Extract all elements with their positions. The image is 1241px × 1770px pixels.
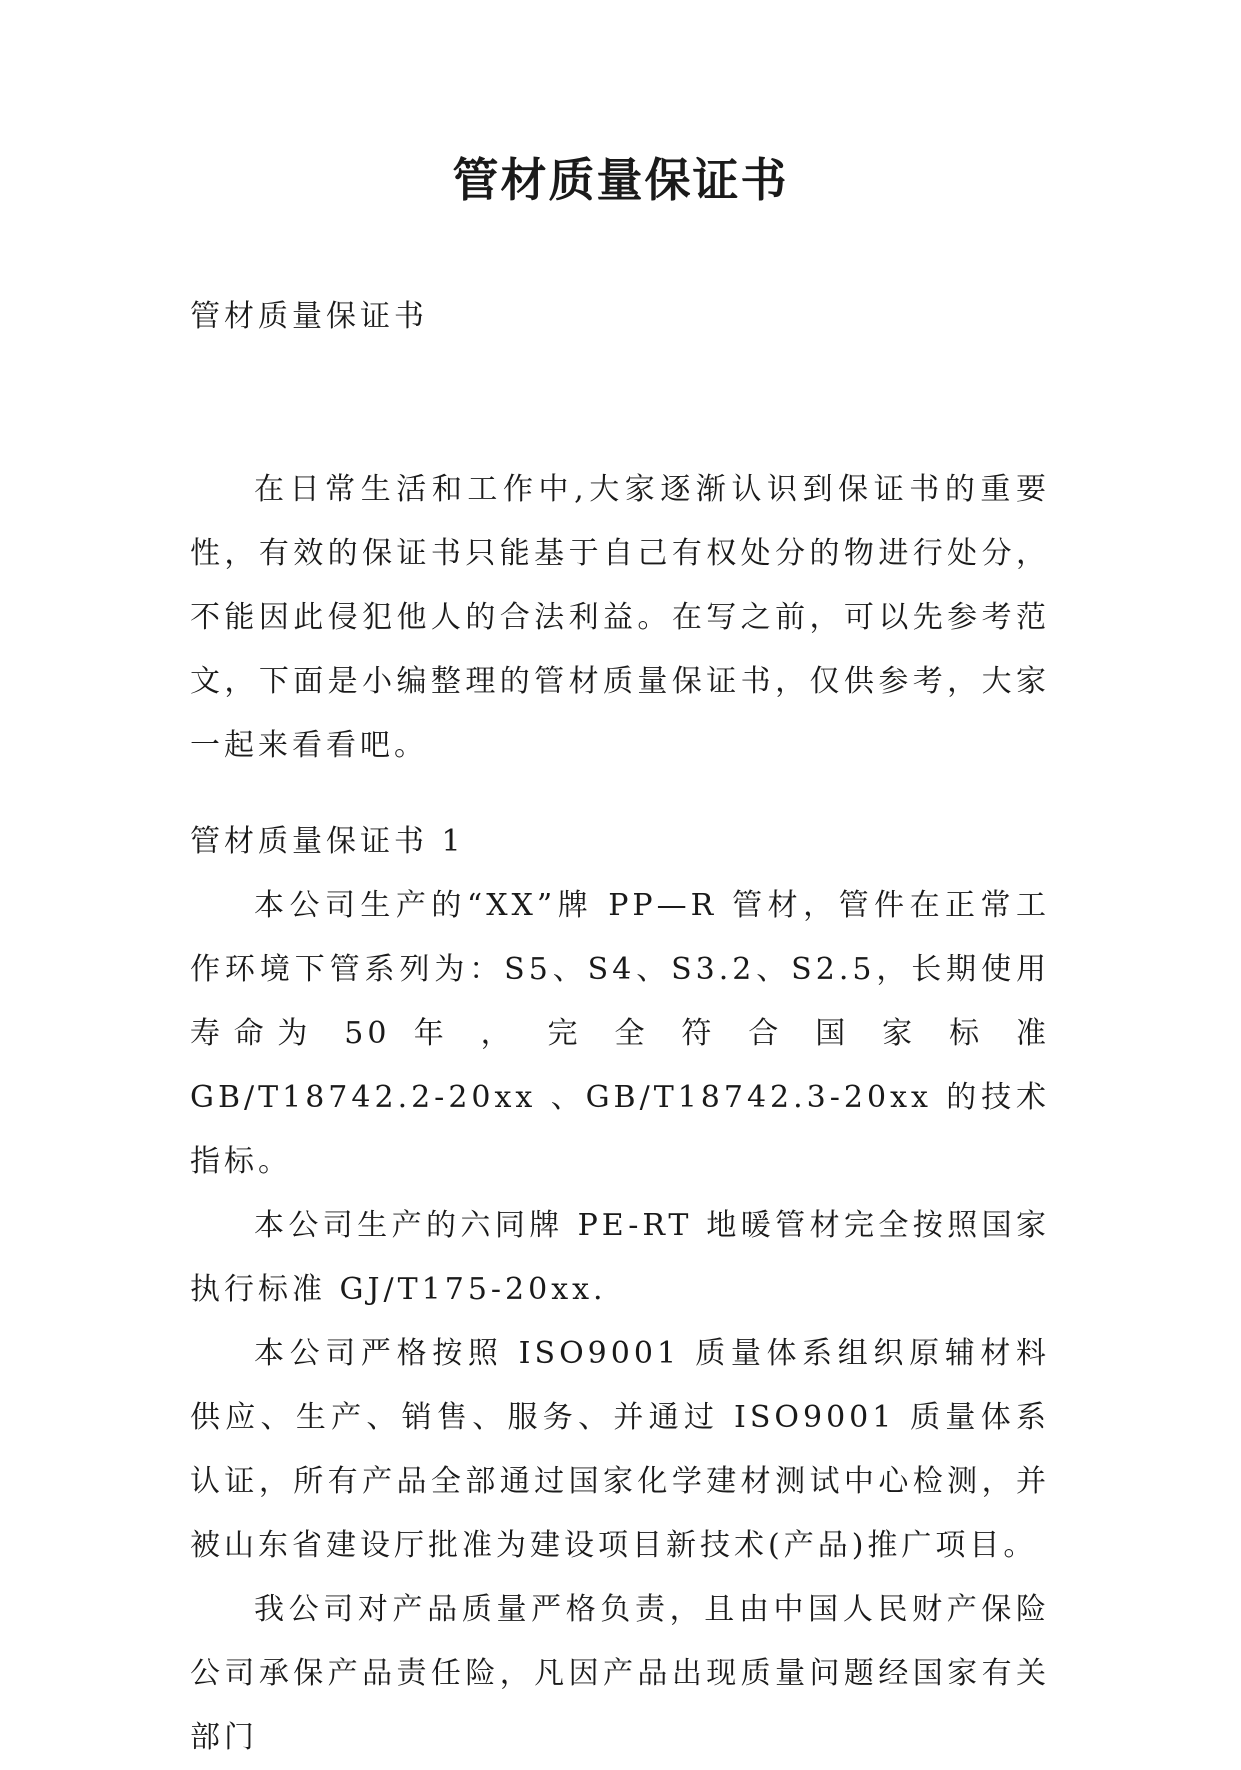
document-subtitle: 管材质量保证书 [190, 299, 428, 334]
body-paragraph-1: 本公司生产的“XX”牌 PP—R 管材，管件在正常工作环境下管系列为：S5、S4、S3.2、S2.5，长期使用寿命为 50 年 ， 完 全 符 合 国 家 标 准 GB/T18742.2-20xx 、GB/T18742.3-20xx 的技术指标。 [190, 888, 1050, 1179]
body-paragraph-3: 本公司严格按照 ISO9001 质量体系组织原辅材料供应、生产、销售、服务、并通过 ISO9001 质量体系认证，所有产品全部通过国家化学建材测试中心检测，并被山东省建设厅批准为建设项目新技术(产品)推广项目。 [190, 1336, 1050, 1563]
intro-paragraph: 在日常生活和工作中,大家逐渐认识到保证书的重要性，有效的保证书只能基于自己有权处分的物进行处分，不能因此侵犯他人的合法利益。在写之前，可以先参考范文，下面是小编整理的管材质量保证书，仅供参考，大家一起来看看吧。 [190, 472, 1050, 763]
body-paragraph-4: 我公司对产品质量严格负责，且由中国人民财产保险公司承保产品责任险，凡因产品出现质量问题经国家有关部门 [190, 1592, 1050, 1755]
intro-block [190, 458, 1050, 778]
section-block [190, 810, 1050, 1770]
document-subtitle-block [190, 285, 1050, 349]
body-paragraph-2: 本公司生产的六同牌 PE-RT 地暖管材完全按照国家执行标准 GJ/T175-20xx. [190, 1208, 1050, 1307]
section-heading: 管材质量保证书 1 [190, 824, 465, 859]
document-title: 管材质量保证书 [452, 153, 789, 207]
